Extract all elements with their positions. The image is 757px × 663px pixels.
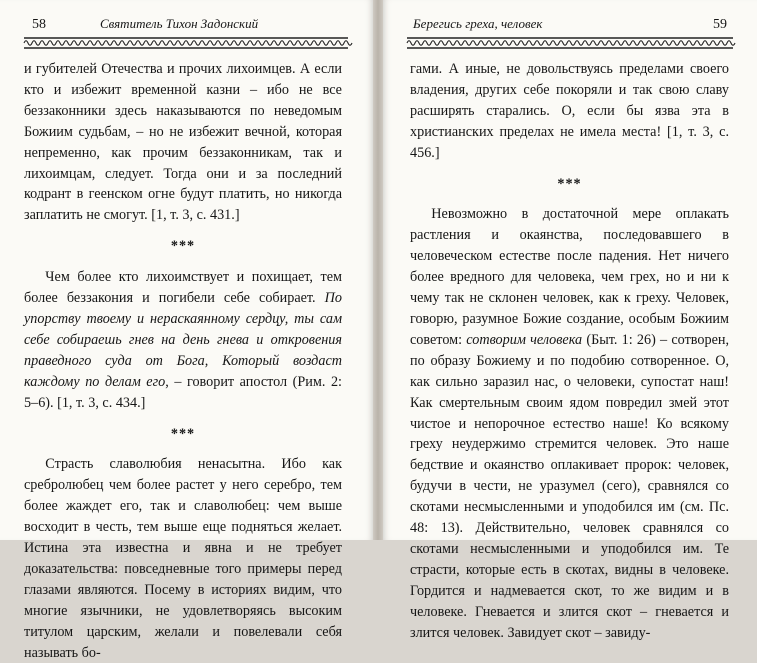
right-page-text [410,59,729,643]
ornament-band [407,37,733,49]
left-separator-1: *** [170,238,196,255]
right-paragraph-2-continuation: (Быт. 1: 26) – сотворен, по образу Божиему и по подобию сотворенное. О, как сильно заразил нас, о человеки, супостат наш! Как смертельным своим ядом повредил змей этот чистое и непорочное естество наше! Ко всякому греху неудержимо стремится человек. Это наше бедствие и окаянство оплакивает пророк: человек, будучи в чести, не уразумел (сего), сравнялся со скотами несмысленными и уподобился им (см. Пс. 48: 13). Действительно, человек сравнялся со скотами несмысленными и уподобился им. Те страсти, которые есть в скотах, видны в человеке. Гордится и надмевается скот, то же видим и в человеке. Гневается и злится скот – гневается и злится человек. Завидует скот – завиду- [410,331,730,641]
left-page-number: 58 [32,17,46,32]
right-paragraph-2-text: Невозможно в достаточной мере оплакать растления и окаянства, последовавшего в человеческом естестве после падения. Нет ничего более вредного для человека, чем грех, но и ни к чему так не склонен человек, как к греху. Человек, говорю, разумное Божие создание, особым Божиим советом: [410,206,729,348]
left-paragraph-1: и губителей Отечества и прочих лихоимцев. А если кто и избежит временной казни – ибо не все беззаконники здесь наказываются по неведомым Божиим судьбам, – но не избежит вечной, которая непременно, как прочим беззаконникам, так и лихоимцам, следует. Тогда они и за последний кодрант в геенском огне будут платить, но никогда заплатить не смогут. [1, т. 3, с. 431.] [24,61,342,224]
right-page-number: 59 [713,17,727,32]
left-paragraph-2 [24,267,342,413]
book-gutter [373,0,383,540]
left-separator-2: *** [170,425,196,442]
left-paragraph-2-quote: По упорству твоему и нераскаянному сердцу, ты сам себе собираешь гнев на день гнева и откровения праведного суда от Бога, Который воздаст каждому по делам его [24,290,342,390]
right-paragraph-2 [410,204,729,643]
right-paragraph-2-quote: сотворим человека [466,331,583,348]
left-paragraph-2-text: Чем более кто лихоимствует и похищает, тем более беззакония и погибели себе собирает. [24,269,342,307]
left-paragraph-3: Страсть славолюбия ненасытна. Ибо как сребролюбец чем более растет у него серебро, тем более жаждет его, так и славолюбец: чем выше восходит в честь, тем выше еще подняться желает. Истина эта известна и явна и не требует доказательства: повседневные того примеры перед глазами являются. Посему в историях видим, что многие язычники, не удовлетворяясь высоким титулом царским, желали и повелевали себя называть бо- [24,456,342,661]
left-paragraph-2-citation: , – говорит апостол (Рим. 2: 5–6). [1, т. 3, с. 434.] [24,373,342,411]
right-paragraph-1: гами. А иные, не довольствуясь пределами своего владения, других себе покоряли и так свою славу расширять старались. О, если бы язва эта в христианских пределах не имела места! [1, т. 3, с. 456.] [410,61,729,161]
ornament-band [24,37,348,49]
left-page-text [24,59,342,663]
left-running-title: Святитель Тихон Задонский [100,16,259,31]
right-ornament-divider [407,37,733,49]
left-ornament-divider [24,37,348,49]
left-page [0,0,373,661]
right-separator-1: *** [557,175,582,192]
right-running-title: Берегись греха, человек [413,16,543,31]
right-page-header [413,16,727,33]
left-page-header [32,16,342,33]
right-page [383,0,757,641]
